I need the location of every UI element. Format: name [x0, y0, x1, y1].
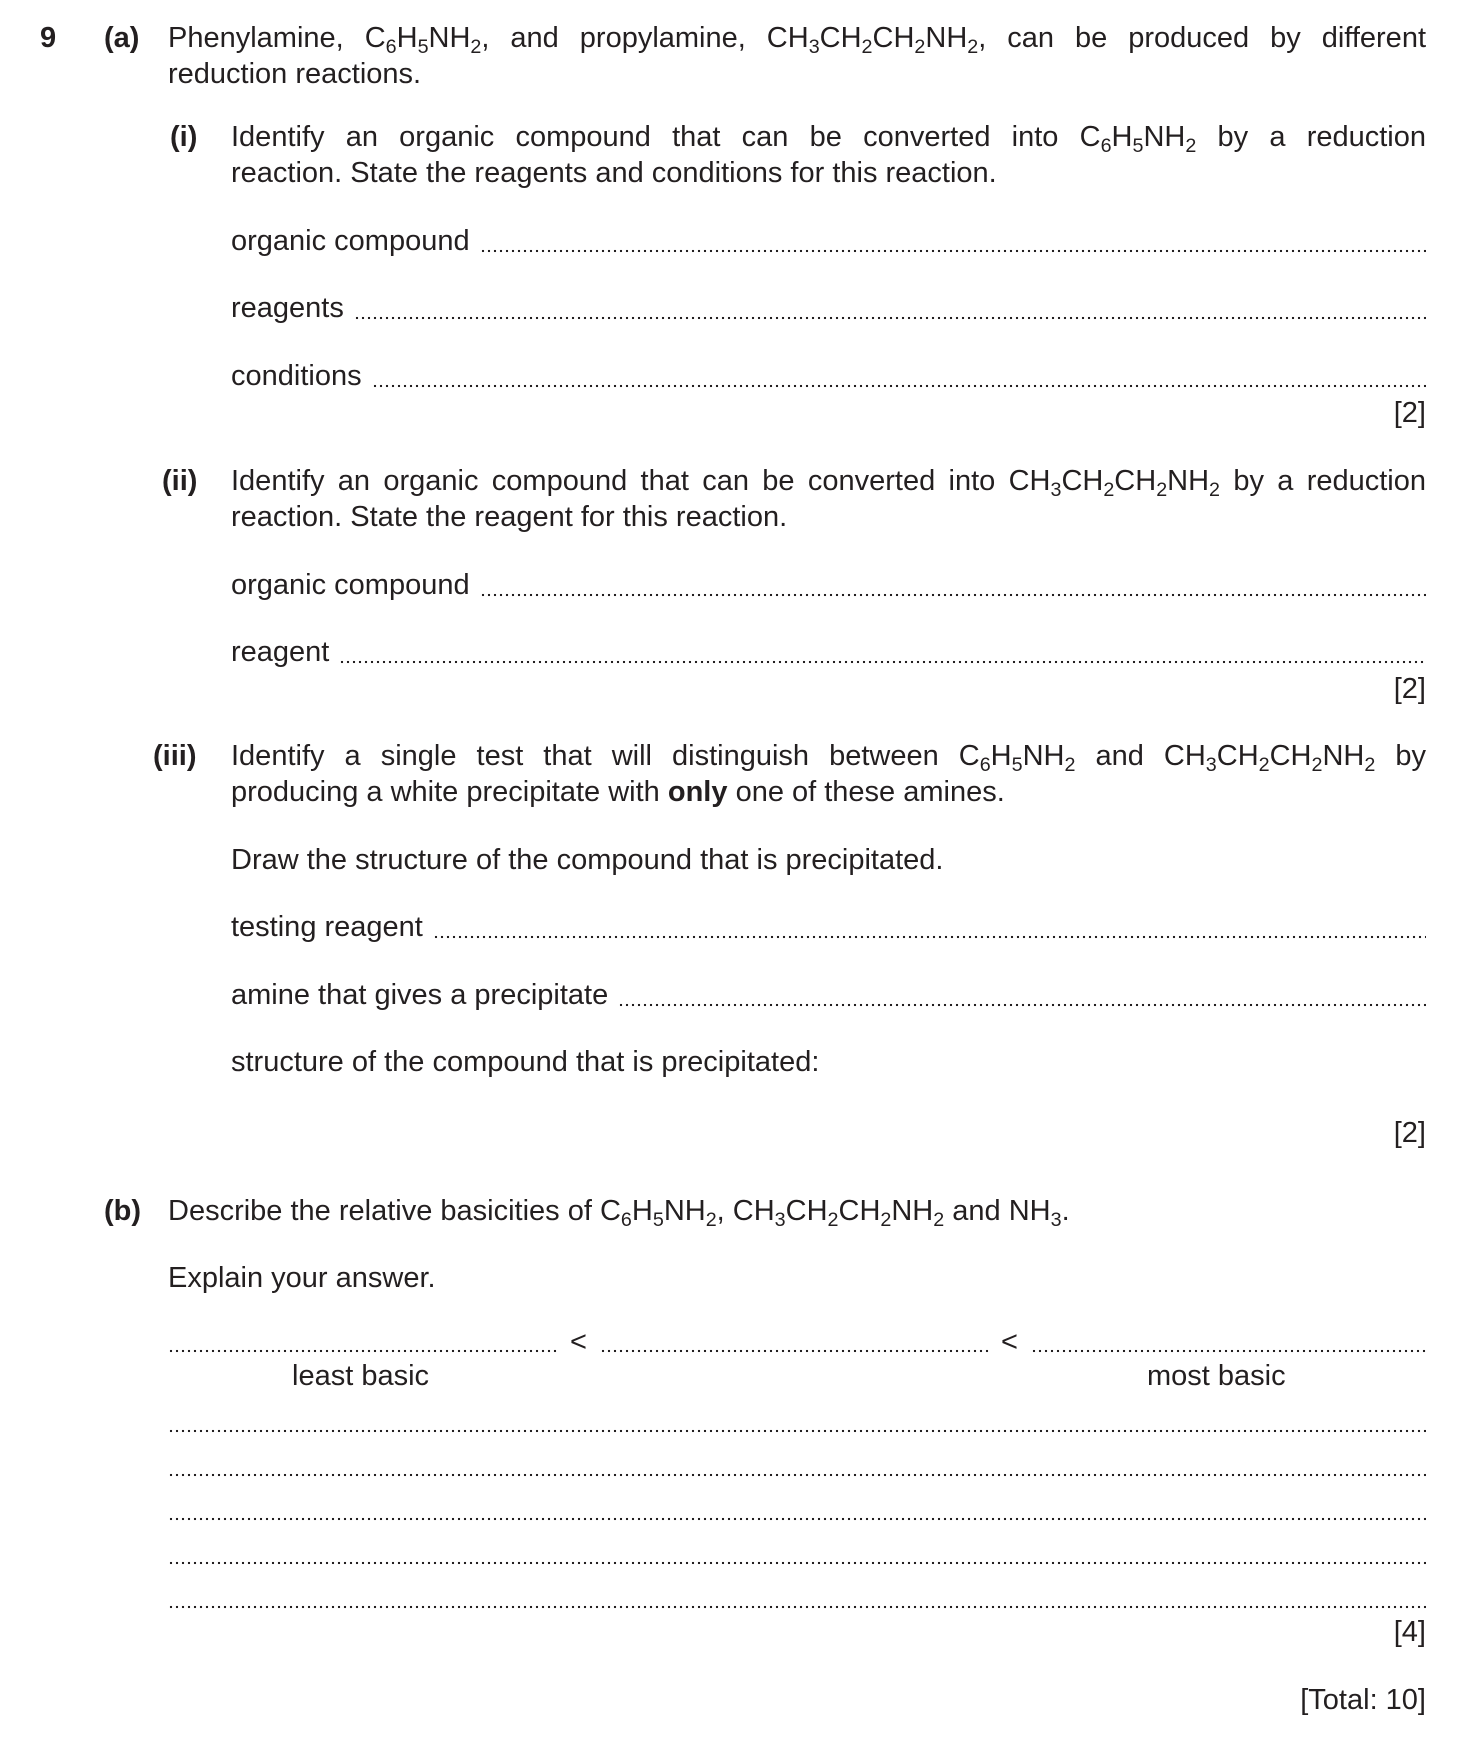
- conditions-label: conditions: [231, 360, 362, 392]
- answer-dotted-line[interactable]: [372, 384, 1426, 388]
- answer-dotted-line[interactable]: [433, 935, 1426, 939]
- most-basic-answer-line[interactable]: [1031, 1349, 1426, 1353]
- part-a-iii-label: (iii): [153, 740, 197, 772]
- part-a-iii-structure-label: structure of the compound that is precipitated:: [231, 1046, 820, 1078]
- part-a-i-organic-compound-line[interactable]: [231, 223, 1426, 259]
- organic-compound-label: organic compound: [231, 225, 470, 257]
- answer-dotted-line[interactable]: [480, 593, 1426, 597]
- explanation-line[interactable]: [168, 1517, 1426, 1521]
- part-a-iii-amine-line[interactable]: [231, 977, 1426, 1013]
- part-b-label: (b): [104, 1195, 142, 1227]
- part-a-iii-marks: [2]: [1393, 1117, 1426, 1149]
- answer-dotted-line[interactable]: [480, 249, 1426, 253]
- answer-dotted-line[interactable]: [339, 660, 1426, 664]
- part-a-ii-question-line1: Identify an organic compound that can be converted into $CH_3CH_2CH_2NH_2$ by a reduction: [231, 465, 1426, 501]
- part-a-iii-question-line1: Identify a single test that will distinguish between $C_6H_5NH_2$ and $CH_3CH_2CH_2NH_2$ by: [231, 740, 1426, 776]
- explanation-line[interactable]: [168, 1429, 1426, 1433]
- part-b-explain: Explain your answer.: [168, 1262, 436, 1294]
- part-a-i-label: (i): [170, 121, 198, 153]
- part-a-ii-label: (ii): [162, 465, 198, 497]
- less-than-sign-1: <: [570, 1326, 587, 1358]
- explanation-line[interactable]: [168, 1473, 1426, 1477]
- emphasis-only: only: [667, 776, 728, 808]
- part-b-marks: [4]: [1393, 1616, 1426, 1648]
- part-a-ii-question-line2: reaction. State the reagent for this reaction.: [231, 501, 788, 533]
- part-a-i-reagents-line[interactable]: [231, 290, 1426, 326]
- q-text: one of these amines.: [735, 776, 1005, 808]
- part-a-i-conditions-line[interactable]: [231, 358, 1426, 394]
- part-a-iii-draw-instruction: Draw the structure of the compound that is precipitated.: [231, 844, 944, 876]
- least-basic-label: least basic: [292, 1360, 430, 1392]
- reagents-label: reagents: [231, 292, 344, 324]
- reagent-label: reagent: [231, 636, 330, 668]
- structure-drawing-area[interactable]: [231, 1082, 1426, 1112]
- answer-dotted-line[interactable]: [354, 316, 1426, 320]
- part-a-label: (a): [104, 22, 140, 54]
- question-number: 9: [40, 22, 57, 54]
- q-text: producing a white precipitate with: [231, 776, 660, 808]
- part-a-i-question-line2: reaction. State the reagents and conditions for this reaction.: [231, 157, 997, 189]
- part-a-iii-question-line2: [231, 774, 1005, 810]
- part-a-ii-marks: [2]: [1393, 673, 1426, 705]
- part-a-intro-line1: Phenylamine, $C_6H_5NH_2$, and propylamine, $CH_3CH_2CH_2NH_2$, can be produced by different: [168, 22, 1427, 58]
- most-basic-label: most basic: [1147, 1360, 1286, 1392]
- part-a-ii-reagent-line[interactable]: [231, 634, 1426, 670]
- testing-reagent-label: testing reagent: [231, 911, 423, 943]
- part-a-i-question-line1: Identify an organic compound that can be converted into $C_6H_5NH_2$ by a reduction: [231, 121, 1426, 157]
- explanation-line[interactable]: [168, 1561, 1426, 1565]
- amine-label: amine that gives a precipitate: [231, 979, 609, 1011]
- middle-basic-answer-line[interactable]: [600, 1349, 990, 1353]
- part-a-intro-line2: reduction reactions.: [168, 58, 422, 90]
- part-b-question: Describe the relative basicities of $C_6H_5NH_2$, $CH_3CH_2CH_2NH_2$ and $NH_3$.: [168, 1195, 1070, 1231]
- part-a-i-marks: [2]: [1393, 397, 1426, 429]
- total-marks: [Total: 10]: [1300, 1684, 1426, 1716]
- less-than-sign-2: <: [1001, 1326, 1018, 1358]
- explanation-line[interactable]: [168, 1605, 1426, 1609]
- part-a-iii-testing-reagent-line[interactable]: [231, 909, 1426, 945]
- organic-compound-label: organic compound: [231, 569, 470, 601]
- part-a-ii-organic-compound-line[interactable]: [231, 567, 1426, 603]
- least-basic-answer-line[interactable]: [168, 1349, 558, 1353]
- answer-dotted-line[interactable]: [618, 1003, 1426, 1007]
